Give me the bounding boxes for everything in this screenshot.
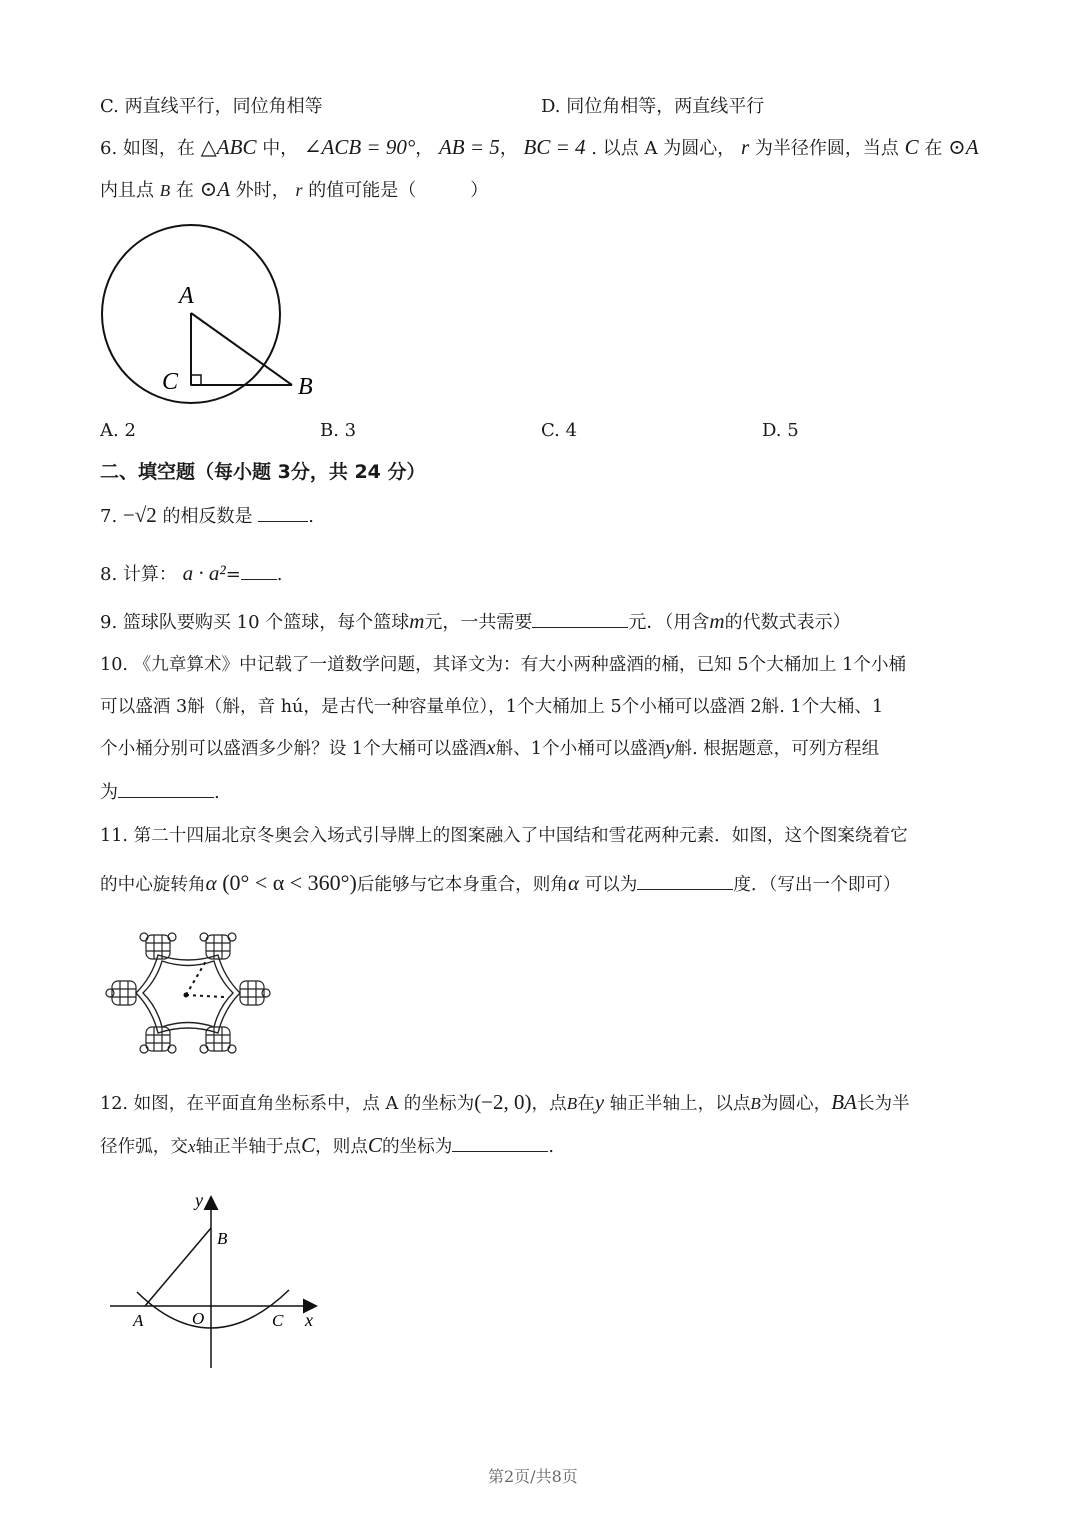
label-c: C — [162, 369, 179, 395]
q8: 8. 计算： a · a²= . — [100, 561, 283, 585]
axis-y-label: y — [195, 1190, 203, 1210]
section-heading: 二、填空题（每小题 3分，共 24 分） — [100, 461, 426, 483]
label-b: B — [298, 374, 313, 400]
q12-coordinate-figure — [105, 1190, 335, 1370]
axis-x-label: x — [305, 1310, 313, 1330]
q5-option-c: C. 两直线平行，同位角相等 — [100, 96, 323, 117]
q12-blank[interactable] — [452, 1133, 548, 1152]
q7: 7. −√2 的相反数是 . — [100, 503, 314, 527]
q6-option-a: A. 2 — [100, 420, 136, 441]
q11-line2: 的中心旋转角α (0° < α < 360°)后能够与它本身重合，则角α 可以为 度．（写出一个即可） — [100, 870, 901, 895]
label-a: A — [179, 283, 194, 309]
q5-option-d: D. 同位角相等，两直线平行 — [541, 96, 765, 117]
arc-ac — [137, 1290, 289, 1328]
q10-line1: 10. 《九章算术》中记载了一道数学问题，其译文为：有大小两种盛酒的桶，已知 5个大桶加上 1个小桶 — [100, 655, 907, 675]
q10-line4: 为 . — [100, 778, 220, 804]
label-o: O — [192, 1309, 205, 1328]
q10-blank[interactable] — [118, 779, 214, 798]
page-number: 第2页/共8页 — [488, 1467, 578, 1486]
q11-knot-figure — [100, 925, 275, 1065]
label-a: A — [133, 1311, 144, 1330]
label-c: C — [272, 1311, 284, 1330]
q11-line1: 11. 第二十四届北京冬奥会入场式引导牌上的图案融入了中国结和雪花两种元素．如图，这个图案绕着它 — [100, 826, 908, 846]
q6-figure — [95, 205, 335, 410]
right-angle-mark — [191, 375, 201, 385]
segment-ab — [191, 313, 292, 385]
q6-option-d: D. 5 — [762, 420, 799, 441]
q8-blank[interactable] — [241, 561, 277, 580]
q6-option-b: B. 3 — [320, 420, 357, 441]
q9: 9. 篮球队要购买 10 个篮球，每个篮球m元，一共需要 元．（用含m的代数式表示） — [100, 609, 851, 633]
label-b: B — [217, 1229, 228, 1248]
q10-line3: 个小桶分别可以盛酒多少斛？设 1个大桶可以盛酒x斛、1个小桶可以盛酒y斛. 根据题意，可列方程组 — [100, 735, 880, 759]
segment-ba — [145, 1228, 211, 1306]
q6-option-c: C. 4 — [541, 420, 578, 441]
q6-line2: 内且点 B 在 ⊙A 外时， r 的值可能是（ ） — [100, 177, 489, 201]
q10-line2: 可以盛酒 3斛（斛，音 hú，是古代一种容量单位），1个大桶加上 5个小桶可以盛酒 2斛. 1个大桶、1 — [100, 697, 884, 717]
center-dot — [184, 993, 189, 998]
q9-blank[interactable] — [532, 609, 628, 628]
q7-blank[interactable] — [258, 503, 308, 522]
q12-line1: 12. 如图，在平面直角坐标系中，点 A 的坐标为(−2, 0)，点B在y 轴正半轴上，以点B为圆心，BA长为半 — [100, 1090, 910, 1114]
q6-line1: 6. 如图，在 △ABC 中， ∠ACB = 90°， AB = 5， BC = 4 . 以点 A 为圆心， r 为半径作圆，当点 C 在 ⊙A — [100, 135, 979, 159]
q11-blank[interactable] — [637, 871, 733, 890]
rotation-lines — [186, 961, 224, 997]
q12-line2: 径作弧，交x轴正半轴于点C，则点C的坐标为 . — [100, 1133, 554, 1157]
